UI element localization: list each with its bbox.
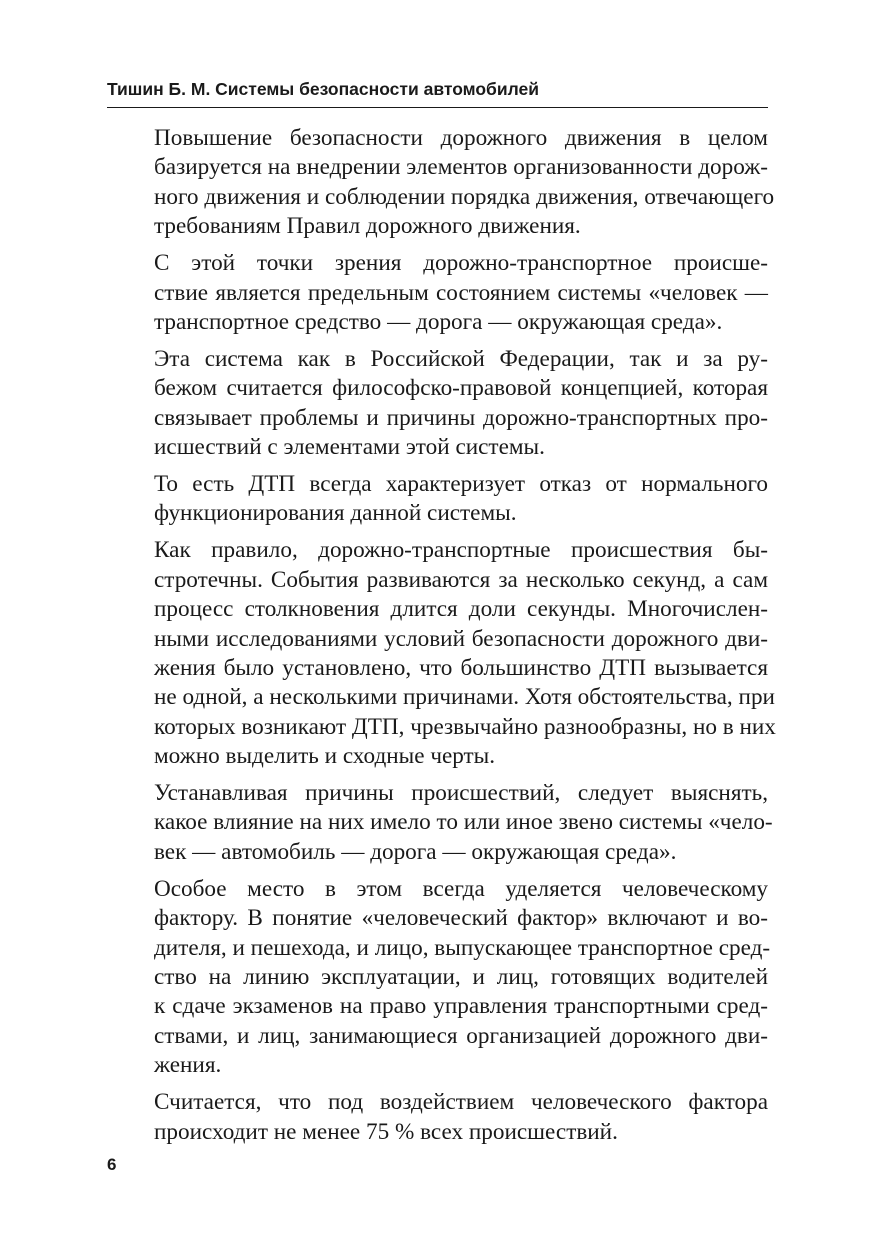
text-line: которых возникают ДТП, чрезвычайно разнообразны, но в них <box>154 713 776 740</box>
text-line: какое влияние на них имело то или иное звено системы «чело- <box>154 809 773 836</box>
paragraph <box>107 124 775 242</box>
text-line: стротечны. События развиваются за несколько секунд, а сам <box>154 566 768 593</box>
text-line: дителя, и пешехода, и лицо, выпускающее транспортное сред- <box>154 934 771 961</box>
text-line: к сдаче экзаменов на право управления транспортными сред- <box>154 993 768 1020</box>
text-line: ного движения и соблюдении порядка движения, отвечающего <box>154 183 775 210</box>
text-line: Особое место в этом всегда уделяется человеческому <box>154 875 768 902</box>
text-line: ствами, и лиц, занимающиеся организацией дорожного дви- <box>154 1022 768 1049</box>
text-line: базируется на внедрении элементов организованности дорож- <box>154 154 768 181</box>
running-header <box>107 78 768 108</box>
text-line: ствие является предельным состоянием системы «человек — <box>154 279 768 306</box>
text-line: ными исследованиями условий безопасности дорожного дви- <box>154 625 768 652</box>
paragraph <box>107 1088 768 1147</box>
text-line: С этой точки зрения дорожно-транспортное происше- <box>154 250 768 277</box>
page-body <box>107 124 776 1154</box>
text-line: процесс столкновения длится доли секунды. Многочислен- <box>154 596 768 623</box>
page-number: 6 <box>107 1155 117 1174</box>
paragraph <box>107 470 768 529</box>
paragraph <box>107 249 768 337</box>
paragraph <box>107 536 776 771</box>
text-line: Эта система как в Российской Федерации, так и за ру- <box>154 345 768 372</box>
text-line: фактору. В понятие «человеческий фактор» включают и во- <box>154 905 768 932</box>
text-line: связывает проблемы и причины дорожно-транспортных про- <box>154 404 768 431</box>
text-line: Повышение безопасности дорожного движения в целом <box>154 125 768 151</box>
text-line: век — автомобиль — дорога — окружающая среда». <box>154 838 677 865</box>
paragraph <box>107 345 768 463</box>
text-line: Считается, что под воздействием человеческого фактора <box>154 1089 768 1116</box>
text-line: Как правило, дорожно-транспортные происшествия бы- <box>154 537 768 564</box>
text-line: жения было установлено, что большинство ДТП вызывается <box>154 654 768 681</box>
text-line: То есть ДТП всегда характеризует отказ от нормального <box>154 470 768 497</box>
text-line: требованиям Правил дорожного движения. <box>154 213 581 240</box>
text-line: бежом считается философско-правовой концепцией, которая <box>154 375 768 402</box>
text-line: происходит не менее 75 % всех происшествий. <box>154 1118 618 1145</box>
text-line: не одной, а несколькими причинами. Хотя обстоятельства, при <box>154 684 775 711</box>
running-header-title: Тишин Б. М. Системы безопасности автомобилей <box>107 79 540 99</box>
text-line: транспортное средство — дорога — окружающая среда». <box>154 308 723 335</box>
text-line: можно выделить и сходные черты. <box>154 743 496 770</box>
paragraph <box>107 779 773 867</box>
text-line: жения. <box>154 1052 222 1079</box>
paragraph <box>107 875 771 1081</box>
text-line: функционирования данной системы. <box>154 500 517 527</box>
text-line: ство на линию эксплуатации, и лиц, готовящих водителей <box>154 963 768 990</box>
text-line: Устанавливая причины происшествий, следует выяснять, <box>154 780 768 807</box>
text-line: исшествий с элементами этой системы. <box>154 434 545 461</box>
